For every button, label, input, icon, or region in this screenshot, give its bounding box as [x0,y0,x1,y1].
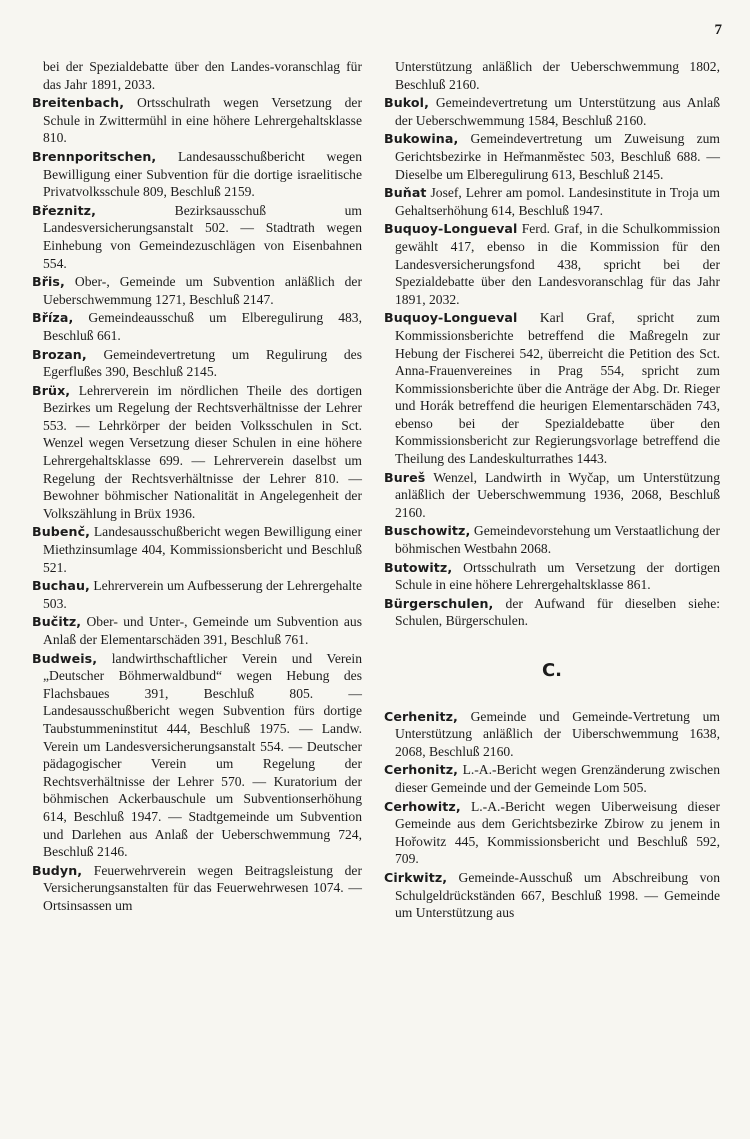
index-entry [384,522,720,557]
right-column [384,58,720,923]
index-entry [384,309,720,467]
index-entry [32,650,362,861]
page-number: 7 [714,22,722,38]
index-entry [384,469,720,522]
left-column [32,58,362,916]
index-entry [384,184,720,219]
index-entry [384,94,720,129]
entry-heading: Brüx, [32,382,71,398]
entry-heading: Bučitz, [32,614,82,630]
index-entry [32,523,362,576]
entry-heading: Budweis, [32,650,98,666]
index-entry [32,273,362,308]
entry-text: Gemeindeausschuß um Elberegulirung 483, Beschluß 661. [43,310,362,343]
index-entry [32,382,362,523]
entry-heading: Budyn, [32,862,83,878]
index-entry [32,202,362,272]
entry-text: bei der Spezialdebatte über den Landes-voranschlag für das Jahr 1891, 2033. [43,59,362,92]
entry-heading: Cerhonitz, [384,762,459,778]
entry-heading: Butowitz, [384,559,453,575]
index-entry [32,862,362,915]
entry-heading: Bubenč, [32,524,91,540]
entry-text: Ober- und Unter-, Gemeinde um Subvention aus Anlaß der Elementarschäden 391, Beschluß 761. [43,614,362,647]
index-entry [384,220,720,308]
entry-heading: Bürgerschulen, [384,595,494,611]
entry-text: Gemeinde und Gemeinde-Vertretung um Unterstützung anläßlich der Uiberschwemmung 1638, 2068, Beschluß 2160. [395,708,720,759]
entry-text: Gemeindevertretung um Zuweisung zum Gerichtsbezirke in Heřmanměstec 503, Beschluß 688. — Dieselbe um Elberegulirung 613, Beschluß 2145. [395,131,720,182]
entry-text: Landesausschußbericht wegen Bewilligung einer Miethzinsumlage 404, Kommissionsbericht und Beschluß 521. [43,524,362,575]
entry-text: Karl Graf, spricht zum Kommissionsberichte betreffend die Maßregeln zur Hebung der Fischerei 542, überreicht die Petition des Sct. Anna-Frauenvereines in Prag 554, spricht zum Kommissionsberichte über die Anträge der Abg. Dr. Rieger und Horák betreffend die heurigen Elementarschäden 743, ebenso bei der Spezialdebatte über den Kommissionsbericht zur Regierungsvorlage betreffend die Theilung des Landeskulturrathes 1443. [395,310,720,467]
index-entry [384,798,720,868]
entry-text: landwirthschaftlicher Verein und Verein „Deutscher Böhmerwaldbund“ wegen Hebung des Flachsbaues 391, Beschluß 805. — Landesausschußbericht wegen Subvention fürs dortige Taubstummeninstitut 444, Beschluß 1975. — Landw. Verein um Landesversicherungsanstalt 554. — Deutscher pädagogischer Verein um Regelung der Rechtsverhältnisse der Lehrer 570. — Kuratorium der böhmischen Ackerbauschule um Subventionserhöhung 614, Beschluß 1947. — Stadtgemeinde um Subvention und Darlehen aus Anlaß der Ueberschwemmung 724, Beschluß 2146. [43,650,362,860]
entry-text: Feuerwehrverein wegen Beitragsleistung der Versicherungsanstalten für das Feuerwehrwesen 1074. — Ortsinsassen um [43,862,362,913]
entry-text: Lehrerverein im nördlichen Theile des dortigen Bezirkes um Regelung der Rechtsverhältnisse der Lehrer 553. — Lehrkörper der beiden Volksschulen in Sct. Wenzel wegen Versetzung dieser Schulen in eine höhere Lehrergehaltsklasse 699. — Lehrerverein daselbst um Regelung der Rechtsverhältnisse der Lehrer 810. — Bewohner böhmischer Nationalität in Angelegenheit der Volkszählung in Brüx 1936. [43,382,362,521]
entry-heading: Cerhenitz, [384,708,458,724]
index-entry [32,577,362,612]
entry-heading: Břis, [32,274,65,290]
index-entry [384,58,720,93]
index-entry [32,309,362,344]
entry-heading: Bukowina, [384,131,459,147]
entry-text: Wenzel, Landwirth in Wyčap, um Unterstützung anläßlich der Ueberschwemmung 1936, 2068, Beschluß 2160. [395,469,720,520]
entry-text: Josef, Lehrer am pomol. Landesinstitute in Troja um Gehaltserhöhung 614, Beschluß 1947. [395,185,720,218]
entry-text: Ober-, Gemeinde um Subvention anläßlich der Ueberschwemmung 1271, Beschluß 2147. [43,274,362,307]
entry-heading: Bříza, [32,310,74,326]
index-entry [384,559,720,594]
index-entry [32,613,362,648]
entry-text: Landesausschußbericht wegen Bewilligung einer Subvention für die dortige israelitische Privatvolksschule 809, Beschluß 2159. [43,148,362,200]
index-entry [384,761,720,796]
entry-heading: Buňat [384,185,427,201]
entry-text: Gemeindevorstehung um Verstaatlichung der böhmischen Westbahn 2068. [395,523,720,557]
entry-heading: Buschowitz, [384,523,471,539]
entry-text: Ortsschulrath wegen Versetzung der Schule in Zwittermühl in eine höhere Lehrergehaltsklasse 810. [43,95,362,146]
index-entry [384,130,720,183]
entry-heading: Brozan, [32,346,87,362]
entry-heading: Březnitz, [32,202,96,218]
entry-heading: Bukol, [384,95,429,111]
entry-heading: Buchau, [32,578,90,594]
entry-text: Ferd. Graf, in die Schulkommission gewählt 417, ebenso in die Kommission für den Landesversicherungsfond 438, spricht bei der Spezialdebatte über den Landesvoranschlag für das Jahr 1891, 2032. [395,221,720,307]
entry-text: der Aufwand für dieselben siehe: Schulen, Bürgerschulen. [395,595,720,629]
entry-text: L.-A.-Bericht wegen Uiberweisung dieser Gemeinde aus dem Gerichtsbezirke Zbirow zu jenem in Hořowitz 445, Kommissionsbericht und Beschluß 592, 709. [395,798,720,867]
entry-heading: Buquoy-Longueval [384,221,518,237]
entry-heading: Cerhowitz, [384,798,461,814]
entry-text: Lehrerverein um Aufbesserung der Lehrergehalte 503. [43,578,362,611]
index-entry [384,708,720,761]
entry-heading: Breitenbach, [32,95,125,111]
section-letter: C. [541,660,563,681]
entry-text: Gemeindevertretung um Unterstützung aus Anlaß der Ueberschwemmung 1584, Beschluß 2160. [395,95,720,128]
entry-heading: Bureš [384,469,426,485]
index-entry [384,595,720,630]
entry-heading: Cirkwitz, [384,869,448,885]
entry-heading: Buquoy-Longueval [384,310,518,326]
index-entry [32,148,362,201]
entry-heading: Brennporitschen, [32,148,157,164]
entry-text: Bezirksausschuß um Landesversicherungsanstalt 502. — Stadtrath wegen Einhebung von Gemeindezuschlägen von Eisenbahnen 554. [43,202,362,271]
index-entry [32,346,362,381]
entry-text: Unterstützung anläßlich der Ueberschwemmung 1802, Beschluß 2160. [395,59,720,92]
entry-text: Gemeindevertretung um Regulirung des Egerflußes 390, Beschluß 2145. [43,346,362,380]
entry-text: L.-A.-Bericht wegen Grenzänderung zwischen dieser Gemeinde und der Gemeinde Lom 505. [395,762,720,795]
entry-text: Gemeinde-Ausschuß um Abschreibung von Schulgeldrückständen 667, Beschluß 1998. — Gemeinde um Unterstützung aus [395,869,720,921]
index-entry [32,58,362,93]
entry-text: Ortsschulrath um Versetzung der dortigen Schule in eine höhere Lehrergehaltsklasse 861. [395,559,720,593]
index-entry [384,869,720,922]
index-entry [32,94,362,147]
